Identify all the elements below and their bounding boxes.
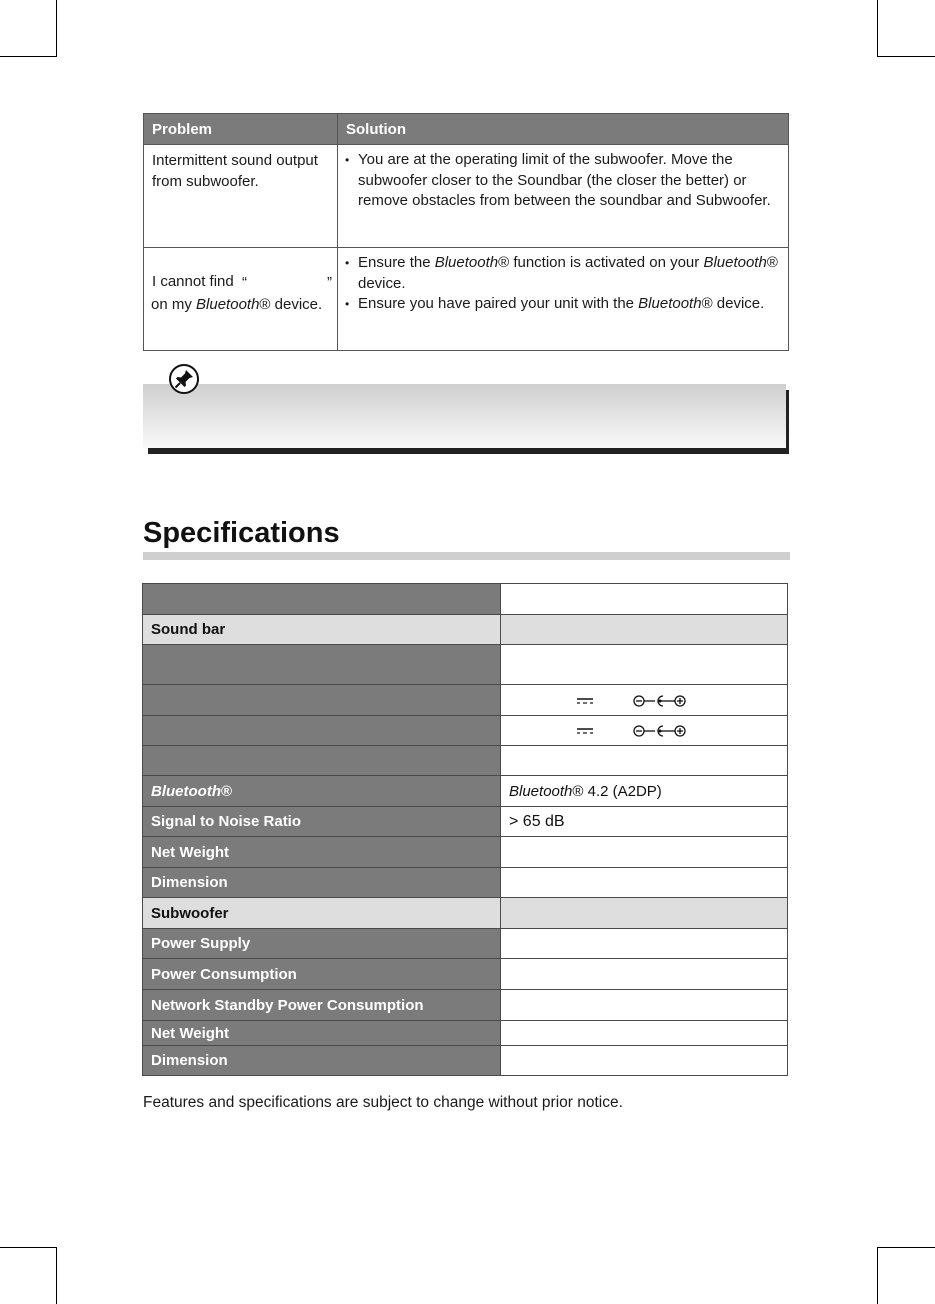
note-box [143,384,786,448]
registered-mark: ® [220,782,233,800]
troubleshooting-row [144,248,789,351]
spec-value [501,645,788,685]
bluetooth-text: Bluetooth [196,296,260,313]
spec-key: Dimension [143,868,501,898]
solution-text: ® device. [358,254,778,292]
bluetooth-version: ® 4.2 (A2DP) [572,782,662,800]
problem-line-2 [151,295,322,316]
spec-section-value [501,898,788,929]
troubleshooting-row [144,145,789,248]
spec-key: Signal to Noise Ratio [143,807,501,837]
spec-value [501,776,788,807]
spec-row [143,776,788,807]
spec-key [143,716,501,746]
troubleshooting-table [143,113,789,351]
polarity-icon [633,724,687,738]
title-underline-bar [143,552,790,560]
spec-section-row [143,898,788,929]
crop-mark-top-right-v [877,0,878,57]
polarity-icon [633,694,687,708]
problem-text: on my [151,296,192,313]
spec-value [501,685,788,716]
problem-cell [144,248,338,351]
bluetooth-text: Bluetooth [638,295,702,312]
spec-key: Net Weight [143,837,501,868]
troubleshooting-header-row [144,114,789,145]
spec-key [143,584,501,615]
spec-value [501,837,788,868]
spec-row [143,584,788,615]
spec-value [501,990,788,1021]
crop-mark-top-left-h [0,56,57,57]
spec-row [143,645,788,685]
spec-row [143,929,788,959]
crop-mark-bottom-left-h [0,1247,57,1248]
specifications-table [142,583,788,1076]
footer-notice: Features and specifications are subject to change without prior notice. [143,1094,623,1111]
quote-open: “ [242,274,247,291]
quote-close: ” [327,274,332,291]
spec-value [501,1046,788,1076]
spec-section-row [143,615,788,645]
spec-row [143,716,788,746]
problem-header: Problem [144,114,338,145]
spec-row [143,1021,788,1046]
spec-row [143,990,788,1021]
spec-section-value [501,615,788,645]
spec-key: Net Weight [143,1021,501,1046]
spec-key [143,746,501,776]
solution-item [358,294,780,315]
spec-value [501,716,788,746]
solution-text: ® function is activated on your [498,254,704,271]
pushpin-icon [168,363,200,395]
bluetooth-text: Bluetooth [434,254,499,271]
spec-row [143,837,788,868]
solution-header: Solution [338,114,789,145]
solution-item [358,253,780,294]
crop-mark-top-left-v [56,0,57,57]
crop-mark-bottom-left-v [56,1247,57,1304]
spec-key [143,645,501,685]
spec-row [143,868,788,898]
crop-mark-bottom-right-h [877,1247,935,1248]
solution-text: Ensure you have paired your unit with the [358,295,639,312]
spec-value [501,868,788,898]
bluetooth-text: Bluetooth [509,782,573,800]
crop-mark-top-right-h [877,56,935,57]
spec-value [501,959,788,990]
spec-value [501,1021,788,1046]
specifications-title: Specifications [143,517,340,549]
solution-cell [338,145,789,248]
spec-value: > 65 dB [501,807,788,837]
dc-current-icon [576,696,594,706]
spec-key [143,776,501,807]
solution-item: • You are at the operating limit of the subwoofer. Move the subwoofer closer to the Soundbar (the closer the better) or remove obstacles from between the soundbar and Subwoofer. [358,150,780,212]
spec-key: Power Supply [143,929,501,959]
problem-text: ® device. [259,296,323,313]
bluetooth-text: Bluetooth [151,782,221,800]
spec-key: Network Standby Power Consumption [143,990,501,1021]
spec-key [143,685,501,716]
spec-row [143,685,788,716]
spec-section-title: Subwoofer [143,898,501,929]
spec-row [143,959,788,990]
problem-cell: Intermittent sound output from subwoofer. [144,145,338,248]
solution-text: ® device. [701,295,765,312]
spec-value [501,746,788,776]
solution-cell [338,248,789,351]
crop-mark-bottom-right-v [877,1247,878,1304]
spec-key: Power Consumption [143,959,501,990]
problem-line-1 [152,272,234,293]
spec-key: Dimension [143,1046,501,1076]
problem-text: I cannot find [152,273,234,290]
spec-row [143,807,788,837]
spec-row [143,1046,788,1076]
spec-row [143,746,788,776]
bluetooth-text: Bluetooth [703,254,767,271]
solution-text: Ensure the [358,254,435,271]
spec-value [501,929,788,959]
dc-current-icon [576,726,594,736]
spec-value [501,584,788,615]
spec-section-title: Sound bar [143,615,501,645]
